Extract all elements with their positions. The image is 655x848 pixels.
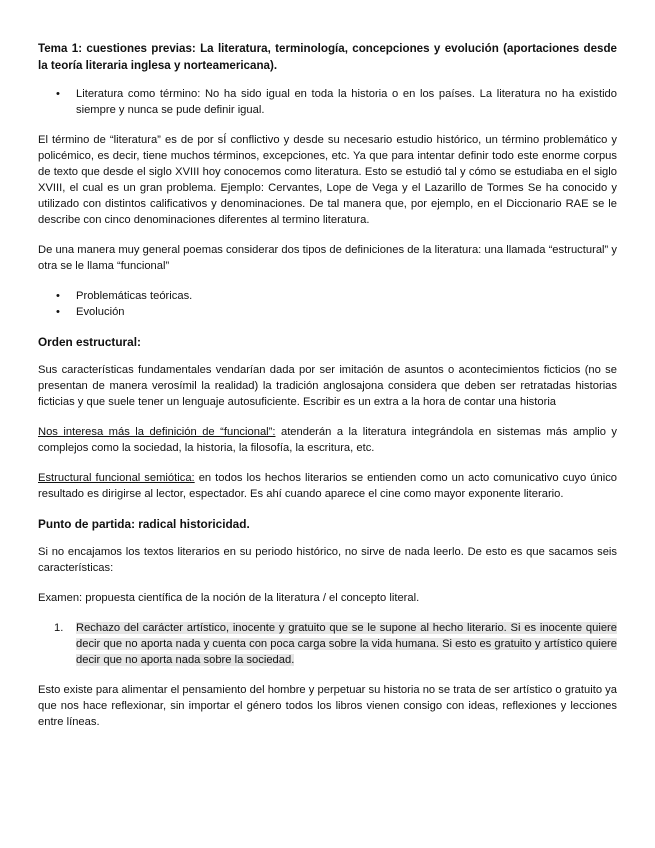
paragraph-definitions: De una manera muy general poemas considerar dos tipos de definiciones de la literatura: una llamada “estructural” y otra se le llama “funcional” [38,244,617,272]
paragraph-functional [38,424,617,456]
list-item [38,620,617,668]
list-number: 1. [54,622,64,634]
numbered-list [38,620,617,668]
paragraph-exam: Examen: propuesta científica de la noción de la literatura / el concepto literal. [38,592,420,604]
semiotic-label: Estructural funcional semiótica: [38,472,195,484]
functional-label: Nos interesa más la definición de “funcional”: [38,426,276,438]
document-title: Tema 1: cuestiones previas: La literatura, terminología, concepciones y evolución (aportaciones desde la teoría literaria inglesa y norteamericana). [38,42,617,72]
paragraph-conclusion: Esto existe para alimentar el pensamiento del hombre y perpetuar su historia no se trata de ser artístico o gratuito ya que nos hace reflexionar, sin importar el género todos los libros vienen consigo con ideas, reflexiones y lecciones entre líneas. [38,684,617,728]
list-item: • Literatura como término: No ha sido igual en toda la historia o en los países. La literatura no ha existido siempre y nunca se pude definir igual. [38,86,617,118]
paragraph-literature-term: El término de “literatura” es de por sÍ conflictivo y desde su necesario estudio histórico, un término problemático y policémico, es decir, tiene muchos términos, excepciones, etc. Ya que para intentar definir todo este enorme corpus de texto que desde el siglo XVIII hoy conocemos como literatura. Esto se estudió tal y cómo se estudiaba en el siglo XVIII, el cual es un gran problema. Ejemplo: Cervantes, Lope de Vega y el Lazarillo de Tormes Se ha conocido y utilizado con distintos calificativos y denominaciones. De tal manera que, por ejemplo, en el Diccionario RAE se le describe con cinco denominaciones diferentes al termino literatura. [38,134,617,226]
list-item: • Problemáticas teóricas. [38,288,617,304]
paragraph-historicity: Si no encajamos los textos literarios en su periodo histórico, no sirve de nada leerlo. De esto es que sacamos seis características: [38,546,617,574]
intro-bullet-list [38,86,617,118]
highlighted-text: Rechazo del carácter artístico, inocente y gratuito que se le supone al hecho literario. Si es inocente quiere decir que no aporta nada y cuenta con poca carga sobre la vida humana. Si esto es gratuito y artístico quiere decir que no aporta nada sobre la sociedad. [76,622,617,666]
list-item: • Evolución [38,304,617,320]
heading-punto-de-partida: Punto de partida: radical historicidad. [38,517,250,531]
paragraph-structural: Sus características fundamentales vendarían dada por ser imitación de asuntos o acontecimientos ficticios (no se presentan de manera verosímil la realidad) la tradición anglosajona considera que deben ser retratadas historias ficticias y que suele tener un lenguaje autosuficiente. Escribir es un extra a la hora de contar una historia [38,364,617,408]
topics-bullet-list [38,288,617,320]
heading-orden-estructural: Orden estructural: [38,335,141,349]
semiotic-text: en todos los hechos literarios se entienden como un acto comunicativo cuyo único resultado es dirigirse al lector, espectador. Es ahí cuando aparece el cine como mayor exponente literario. [38,472,618,500]
paragraph-semiotic [38,470,617,502]
functional-text: atenderán a la literatura integrándola en sistemas más amplio y complejos como la sociedad, la historia, la filosofía, la escritura, etc. [38,426,617,454]
